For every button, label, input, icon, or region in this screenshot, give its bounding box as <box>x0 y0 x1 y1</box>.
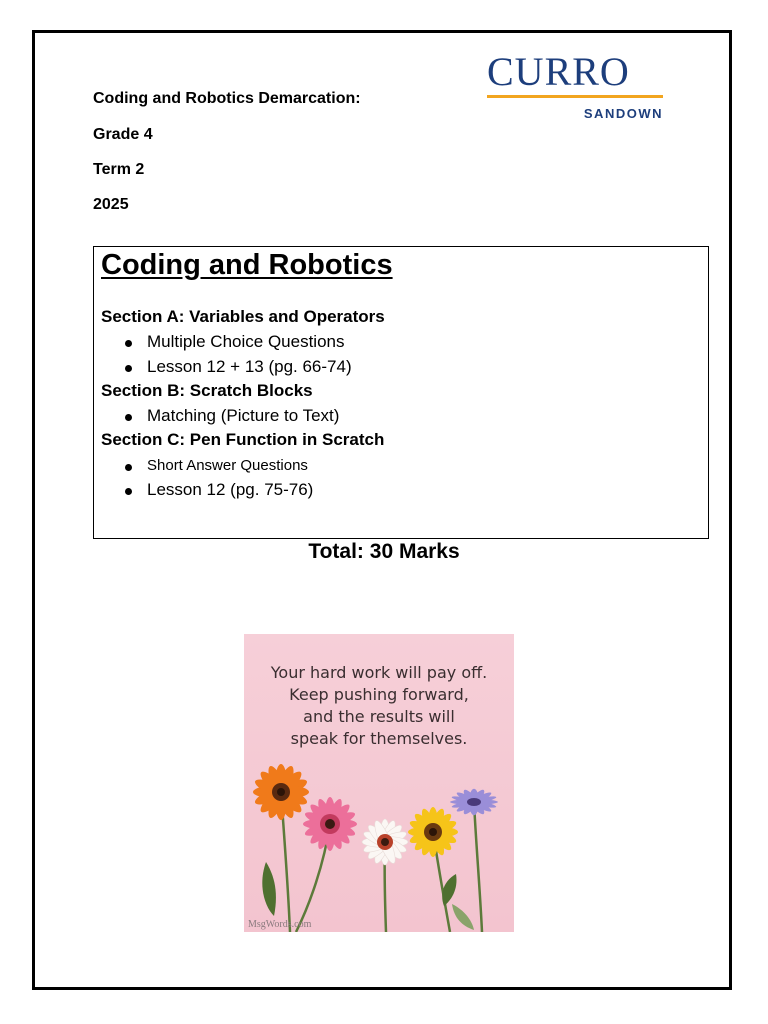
bullet-icon <box>125 488 132 495</box>
bullet-icon <box>125 414 132 421</box>
bullet-icon <box>125 340 132 347</box>
subject-title: Coding and Robotics <box>101 249 393 281</box>
year-label: 2025 <box>93 196 129 213</box>
orange-flower-icon <box>252 763 309 820</box>
image-watermark: MsgWords.com <box>248 919 312 930</box>
section-b-item: Matching (Picture to Text) <box>147 406 340 425</box>
curro-logo <box>487 49 665 122</box>
purple-flower-icon <box>450 789 498 815</box>
leaf-icon <box>442 874 456 906</box>
total-marks: Total: 30 Marks <box>308 540 460 563</box>
section-a-heading: Section A: Variables and Operators <box>101 307 385 326</box>
section-c-item: Short Answer Questions <box>147 457 308 474</box>
leaf-icon <box>262 862 276 916</box>
document-heading: Coding and Robotics Demarcation: <box>93 90 361 107</box>
quote-line: speak for themselves. <box>290 729 468 748</box>
logo-campus: SANDOWN <box>583 106 663 121</box>
bullet-icon <box>125 365 132 372</box>
demarcation-box <box>93 246 709 539</box>
section-c-item: Lesson 12 (pg. 75-76) <box>147 480 314 499</box>
flowers-illustration <box>244 634 514 932</box>
bullet-icon <box>125 464 132 471</box>
white-flower-icon <box>362 819 409 866</box>
motivational-image <box>244 634 514 932</box>
section-a-item: Multiple Choice Questions <box>147 332 345 351</box>
grade-label: Grade 4 <box>93 126 153 143</box>
quote-line: Your hard work will pay off. <box>270 663 488 682</box>
logo-accent-line <box>487 95 663 98</box>
section-a-item: Lesson 12 + 13 (pg. 66-74) <box>147 357 352 376</box>
quote-line: Keep pushing forward, <box>289 685 469 704</box>
pink-flower-icon <box>303 797 357 851</box>
yellow-flower-icon <box>408 807 459 858</box>
leaf-icon <box>452 904 474 930</box>
quote-line: and the results will <box>303 707 455 726</box>
section-c-heading: Section C: Pen Function in Scratch <box>101 430 385 449</box>
term-label: Term 2 <box>93 161 145 178</box>
section-b-heading: Section B: Scratch Blocks <box>101 381 313 400</box>
logo-wordmark: CURRO <box>487 49 630 94</box>
